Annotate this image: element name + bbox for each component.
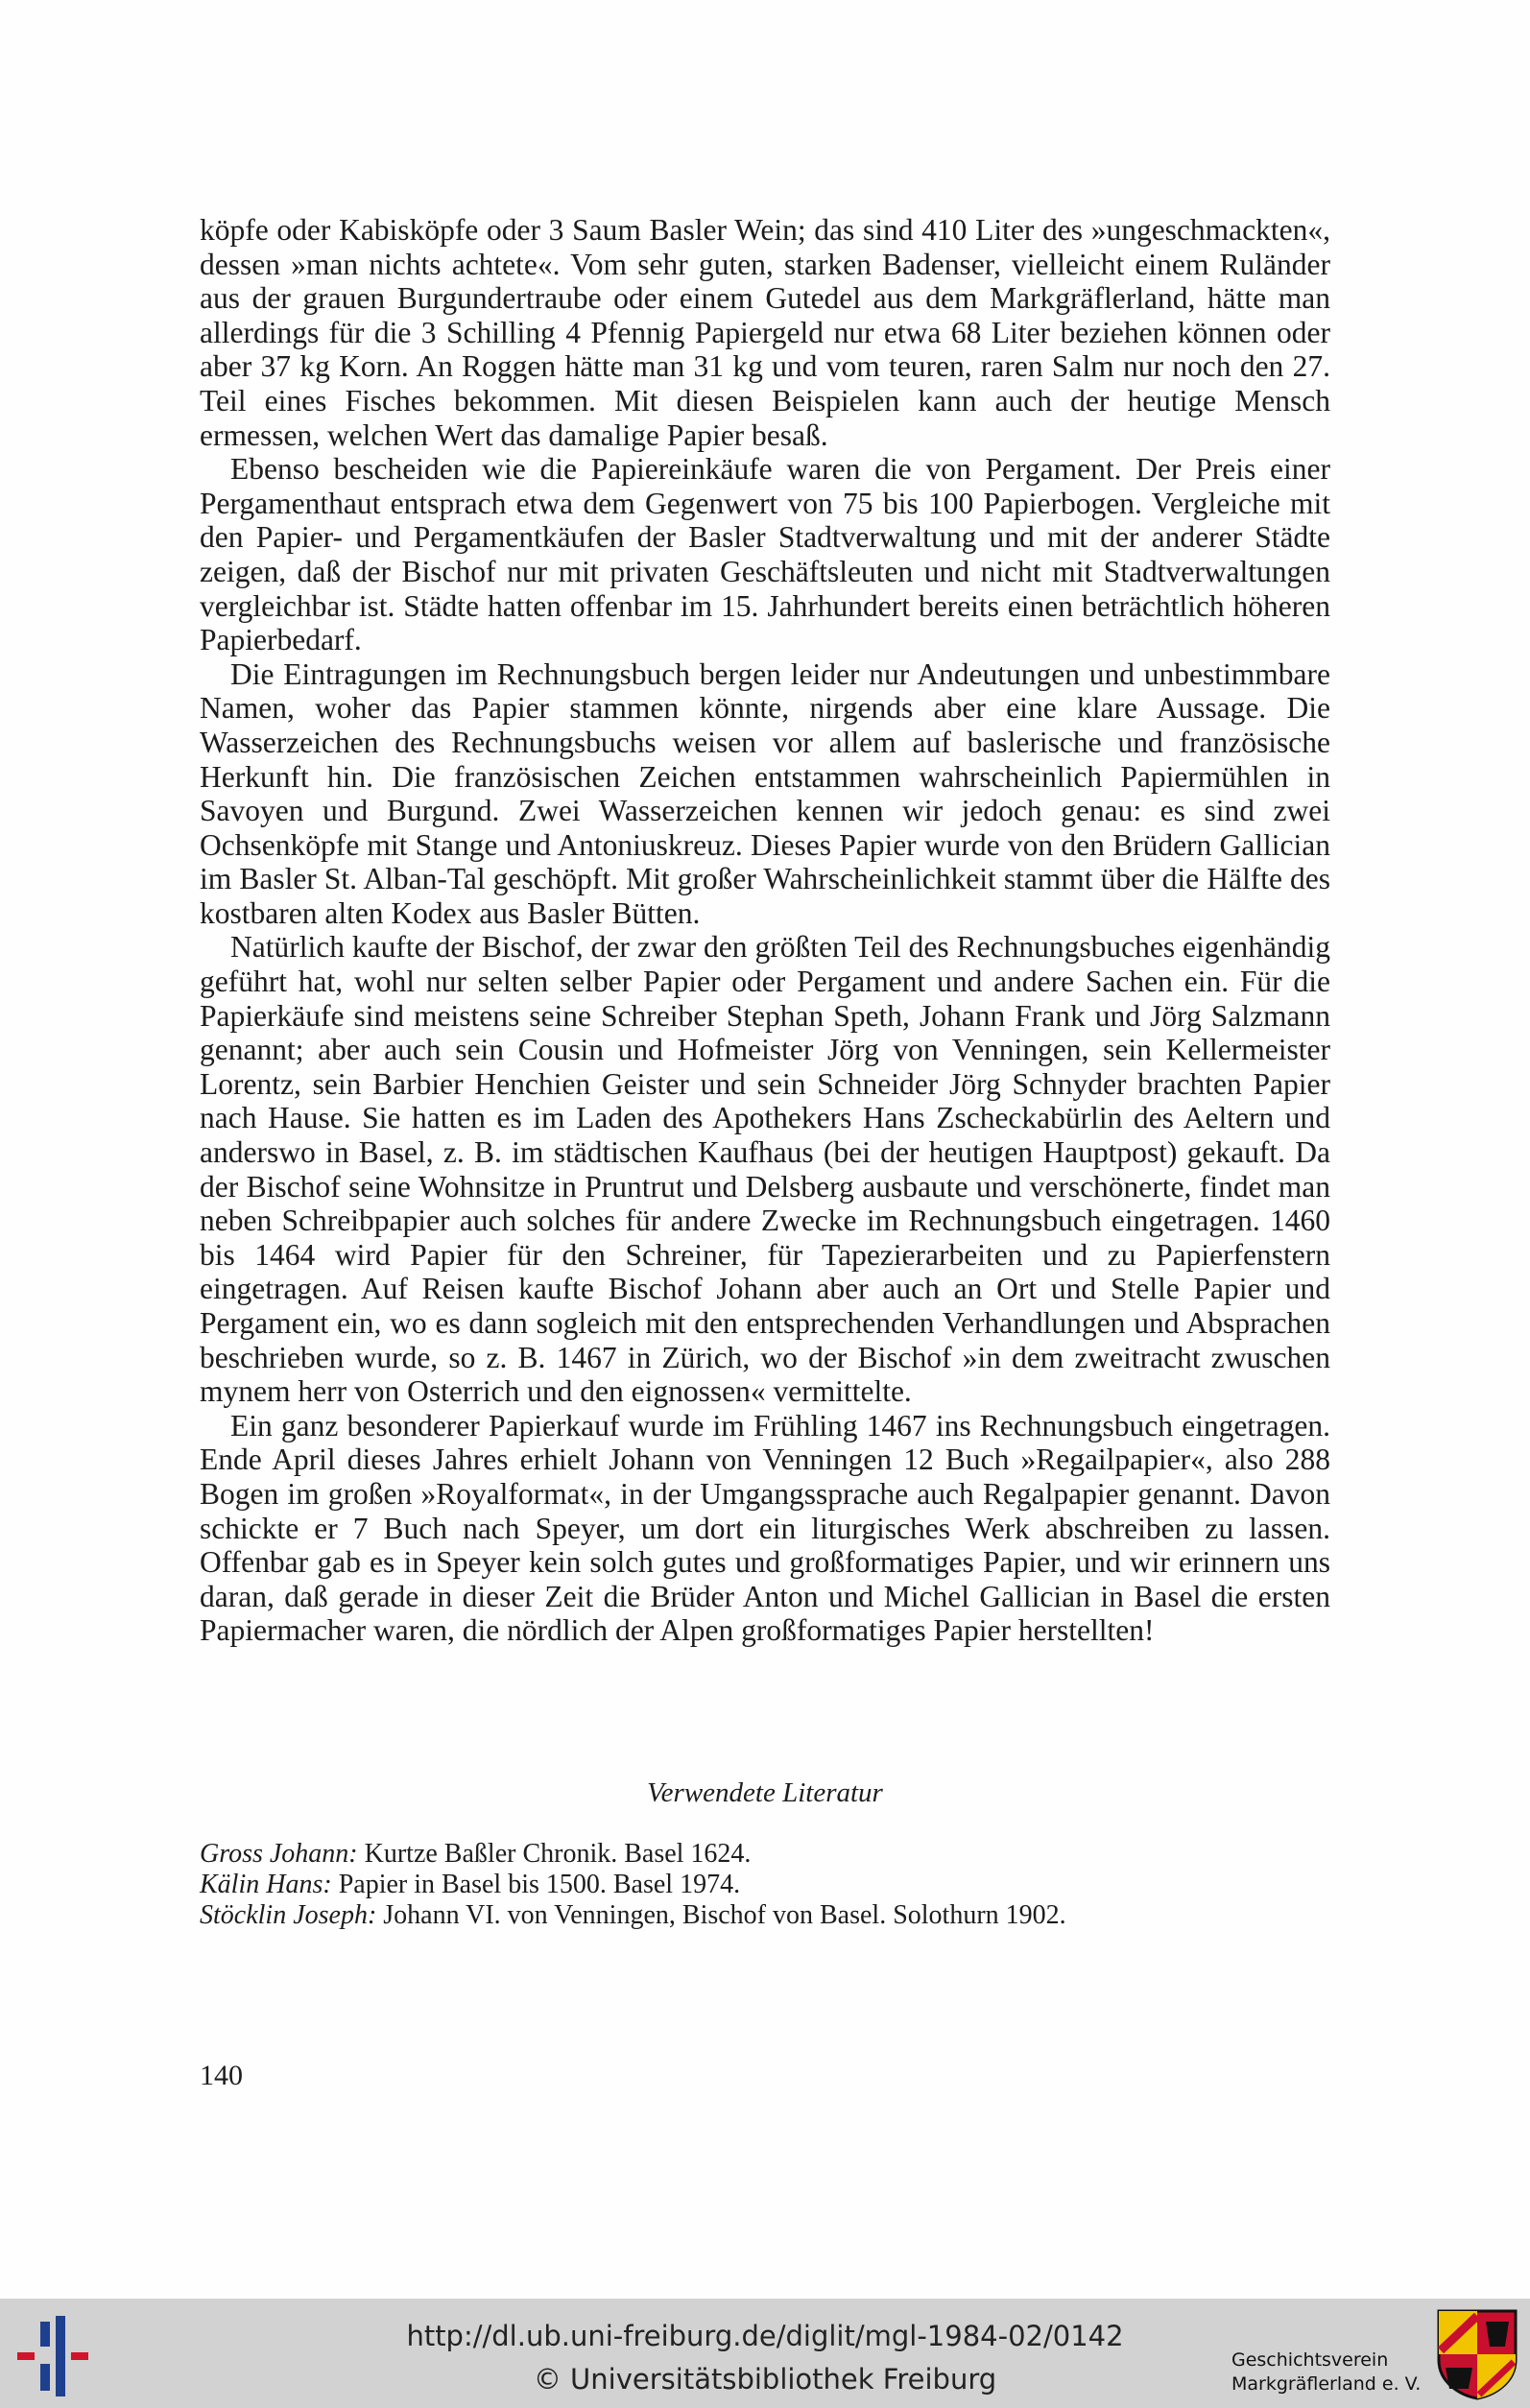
- society-name-line: Markgräflerland e. V.: [1231, 2373, 1422, 2395]
- society-name-line: Geschichtsverein: [1231, 2349, 1389, 2371]
- page-number: 140: [200, 2060, 243, 2091]
- literature-author: Kälin Hans:: [200, 1870, 332, 1899]
- literature-work: Kurtze Baßler Chronik. Basel 1624.: [357, 1839, 752, 1869]
- footer-bar: [0, 2299, 1530, 2408]
- footer-url-link[interactable]: http://dl.ub.uni-freiburg.de/diglit/mgl-1984-02/0142: [406, 2320, 1124, 2352]
- coat-of-arms-icon: [1436, 2308, 1518, 2400]
- literature-author: Gross Johann:: [200, 1839, 358, 1869]
- literature-work: Papier in Basel bis 1500. Basel 1974.: [331, 1870, 741, 1899]
- literature-list: [200, 1839, 1330, 1931]
- paragraph-3: Die Eintragungen im Rechnungsbuch bergen leider nur Andeutungen und unbestimmbare Namen, woher das Papier stammen könnte, nirgends aber eine klare Aussage. Die Wasserzeichen des Rechnungsbuchs weisen vor allem auf baslerische und französische Herkunft hin. Die französischen Zeichen entstammen wahrscheinlich Papiermühlen in Savoyen und Burgund. Zwei Wasserzeichen kennen wir jedoch genau: es sind zwei Ochsenköpfe mit Stange und Antoniuskreuz. Dieses Papier wurde von den Brüdern Gallician im Basler St. Alban-Tal geschöpft. Mit großer Wahrscheinlichkeit stammt über die Hälfte des kostbaren alten Kodex aus Basler Bütten.: [200, 656, 1330, 930]
- paragraph-2: Ebenso bescheiden wie die Papiereinkäufe waren die von Pergament. Der Preis einer Pergamenthaut entsprach etwa dem Gegenwert von 75 bis 100 Papierbogen. Vergleiche mit den Papier- und Pergamentkäufen der Basler Stadtverwaltung und mit der anderer Städte zeigen, daß der Bischof nur mit privaten Geschäftsleuten und nicht mit Stadtverwaltungen vergleichbar ist. Städte hatten offenbar im 15. Jahrhundert bereits einen beträchtlich höheren Papierbedarf.: [200, 452, 1330, 657]
- paragraph-5: Ein ganz besonderer Papierkauf wurde im Frühling 1467 ins Rechnungsbuch eingetragen. Ende April dieses Jahres erhielt Johann von Venningen 12 Buch »Regailpapier«, also 288 Bogen im großen »Royalformat«, in der Umgangssprache auch Regalpapier genannt. Davon schickte er 7 Buch nach Speyer, um dort ein liturgisches Werk abschreiben zu lassen. Offenbar gab es in Speyer kein solch gutes und großformatiges Papier, und wir erinnern uns daran, daß gerade in dieser Zeit die Brüder Anton und Michel Gallician in Basel die ersten Papiermacher waren, die nördlich der Alpen großformatiges Papier herstellten!: [200, 1408, 1330, 1648]
- literature-item: [200, 1839, 1330, 1870]
- literature-heading: Verwendete Literatur: [647, 1777, 883, 1808]
- paragraph-4: Natürlich kaufte der Bischof, der zwar den größten Teil des Rechnungsbuches eigenhändig geführt hat, wohl nur selten selber Papier oder Pergament und andere Sachen ein. Für die Papierkäufe sind meistens seine Schreiber Stephan Speth, Johann Frank und Jörg Salzmann genannt; aber auch sein Cousin und Hofmeister Jörg von Venningen, sein Kellermeister Lorentz, sein Barbier Henchien Geister und sein Schneider Jörg Schnyder brachten Papier nach Hause. Sie hatten es im Laden des Apothekers Hans Zscheckabürlin des Aeltern und anderswo in Basel, z. B. im städtischen Kaufhaus (bei der heutigen Hauptpost) gekauft. Da der Bischof seine Wohnsitze in Pruntrut und Delsberg ausbaute und verschönerte, findet man neben Schreibpapier auch solches für andere Zwecke im Rechnungsbuch eingetragen. 1460 bis 1464 wird Papier für den Schreiner, für Tapezierarbeiten und zu Papierfenstern eingetragen. Auf Reisen kaufte Bischof Johann aber auch an Ort und Stelle Papier und Pergament ein, wo es dann sogleich mit den entsprechenden Verhandlungen und Absprachen beschrieben wurde, so z. B. 1467 in Zürich, wo der Bischof »in dem zweitracht zwuschen mynem herr von Osterrich und den eignossen« vermittelte.: [200, 930, 1330, 1409]
- footer-copyright: © Universitätsbibliothek Freiburg: [533, 2363, 997, 2396]
- paragraph-1: köpfe oder Kabisköpfe oder 3 Saum Basler Wein; das sind 410 Liter des »ungeschmackten«, dessen »man nichts achtete«. Vom sehr guten, starken Badenser, vielleicht einem Ruländer aus der grauen Burgundertraube oder einem Gutedel aus dem Markgräflerland, hätte man allerdings für die 3 Schilling 4 Pfennig Papiergeld nur etwa 68 Liter beziehen können oder aber 37 kg Korn. An Roggen hätte man 31 kg und vom teuren, raren Salm nur noch den 27. Teil eines Fisches bekommen. Mit diesen Beispielen kann auch der heutige Mensch ermessen, welchen Wert das damalige Papier besaß.: [200, 213, 1330, 452]
- body-text: [200, 213, 1330, 1648]
- literature-item: [200, 1900, 1330, 1931]
- society-name: [1231, 2348, 1421, 2396]
- literature-item: [200, 1870, 1330, 1900]
- literature-work: Johann VI. von Venningen, Bischof von Basel. Solothurn 1902.: [376, 1900, 1066, 1930]
- literature-author: Stöcklin Joseph:: [200, 1900, 377, 1930]
